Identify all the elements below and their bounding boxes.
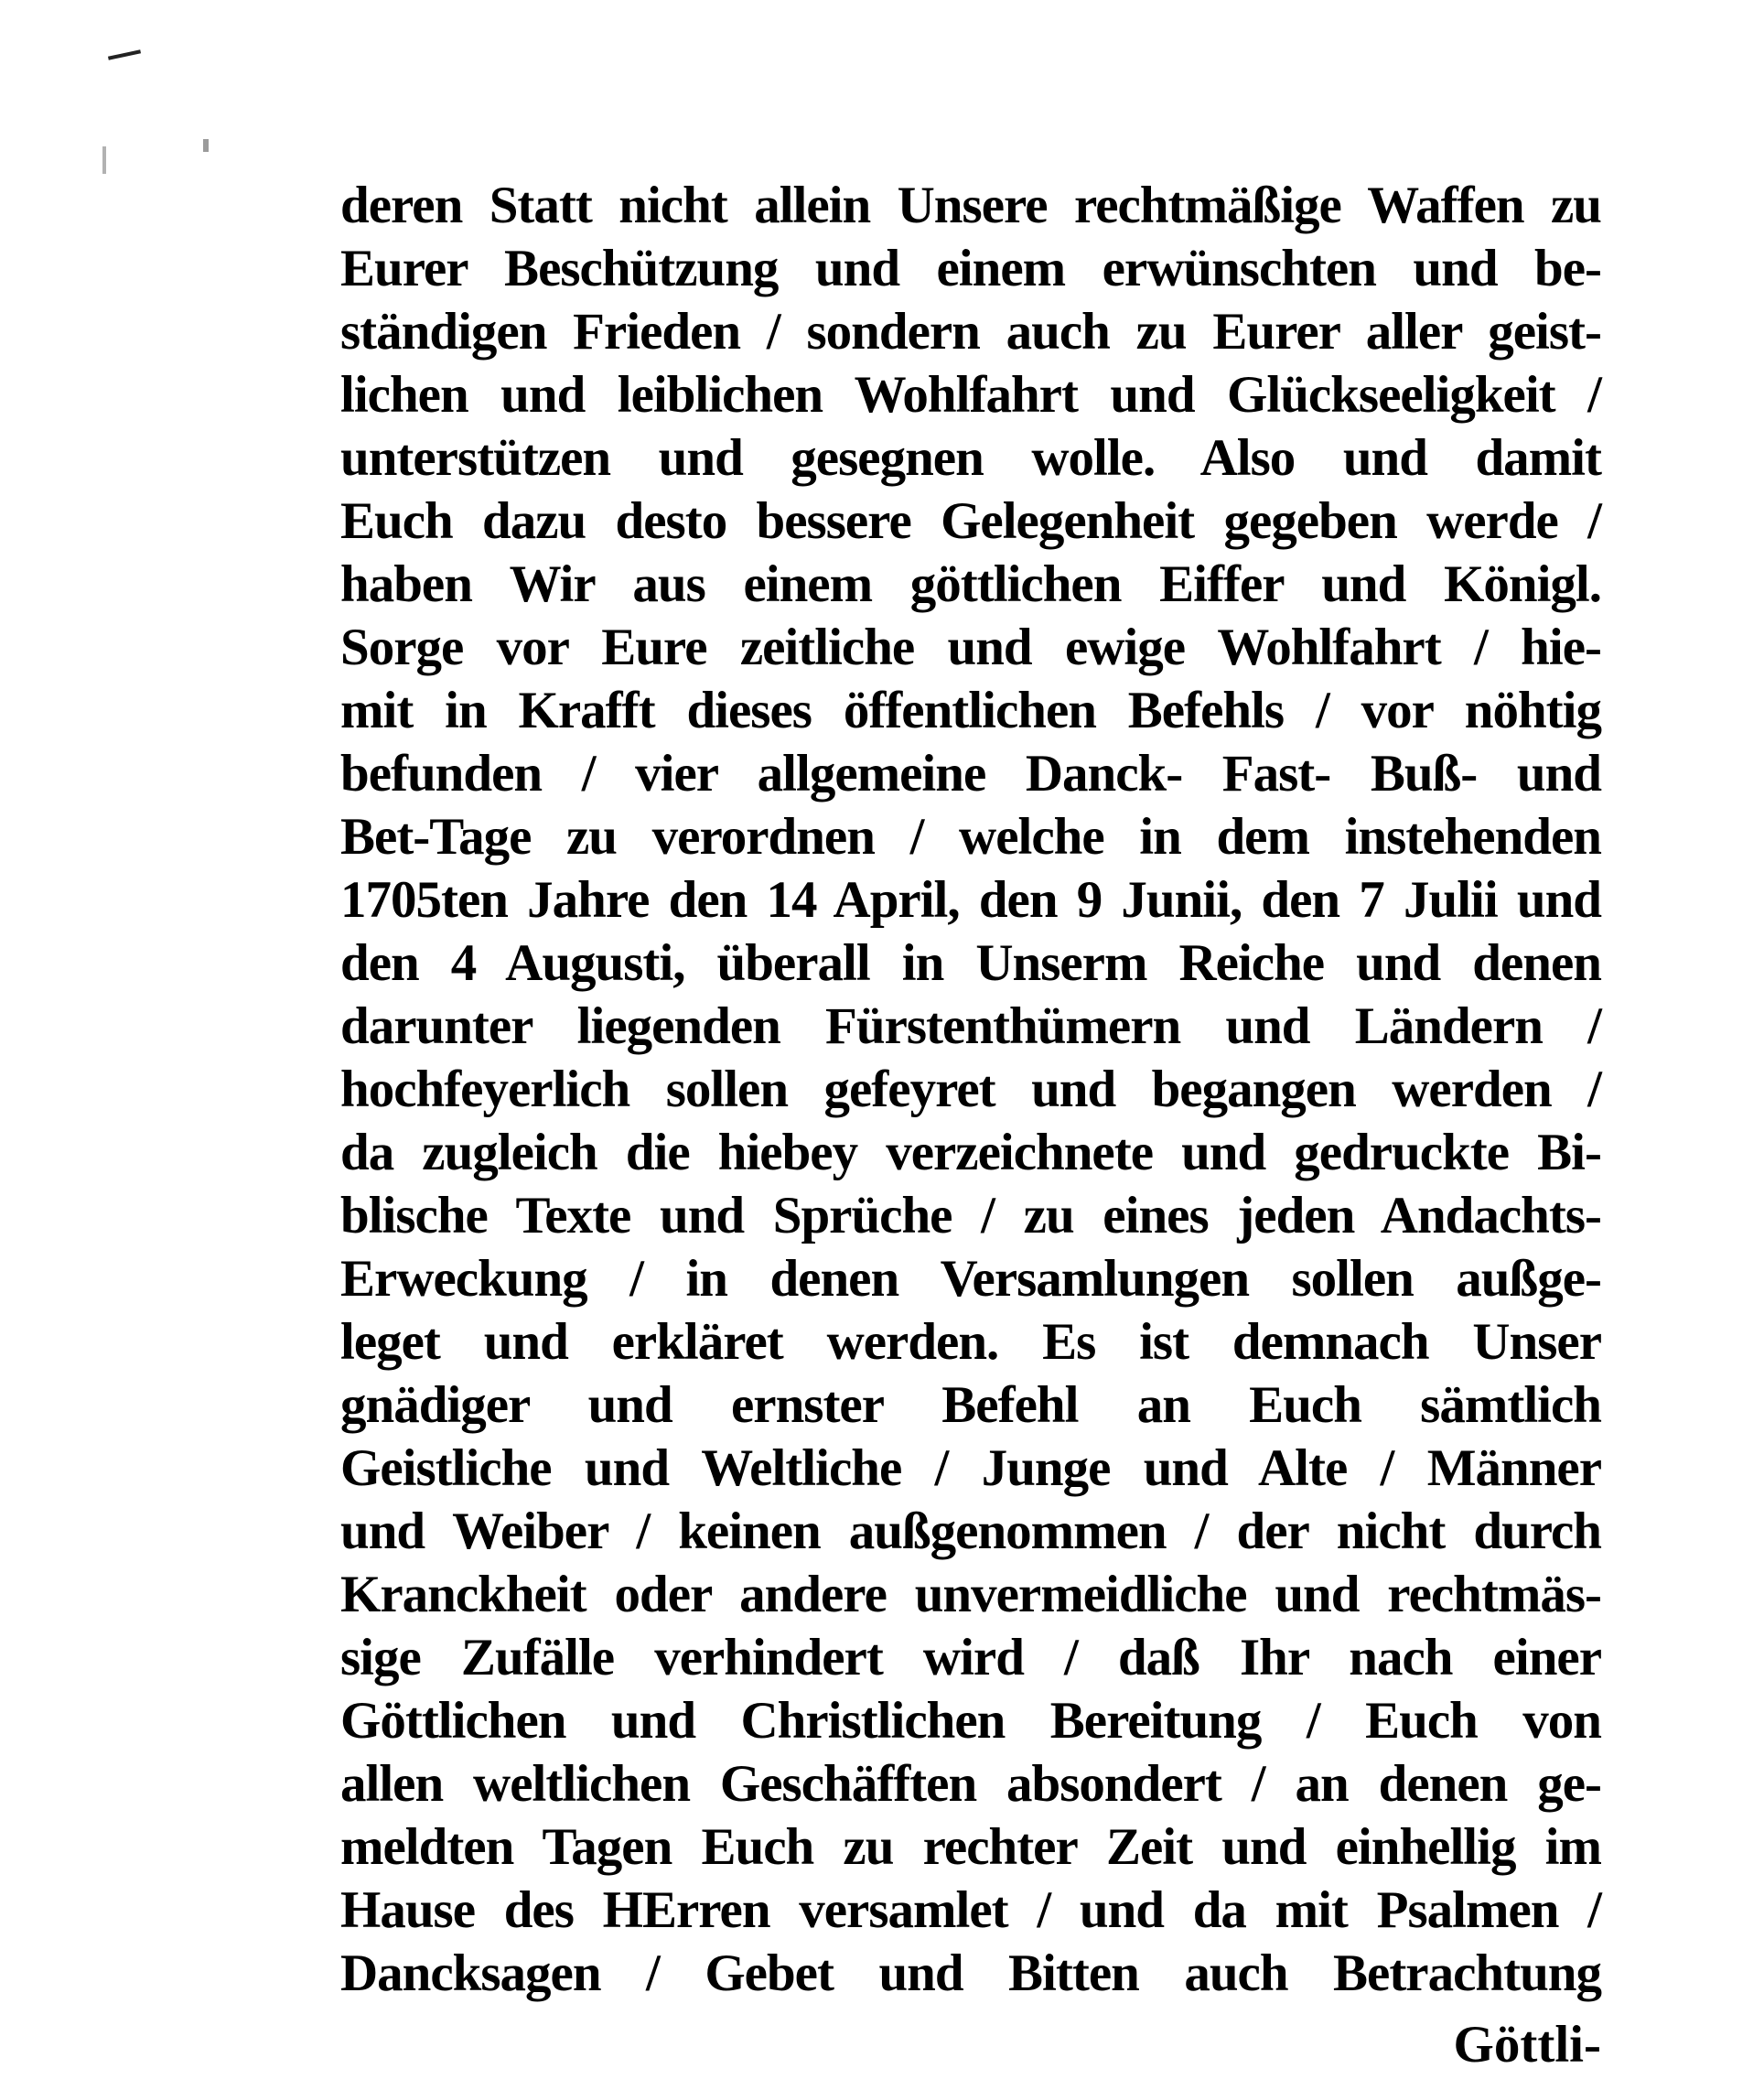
text-line: und Weiber / keinen außgenommen / der nicht durch	[340, 1503, 1601, 1560]
scan-speck	[102, 146, 106, 174]
catchword: Göttli-	[1453, 2016, 1601, 2074]
text-line: Geistliche und Weltliche / Junge und Alte / Männer	[340, 1439, 1601, 1497]
text-line: meldten Tagen Euch zu rechter Zeit und einhellig im	[340, 1818, 1601, 1876]
text-line: mit in Krafft dieses öffentlichen Befehls / vor nöhtig	[340, 682, 1601, 739]
text-line: Kranckheit oder andere unvermeidliche und rechtmäs-	[340, 1566, 1601, 1623]
page-text	[340, 174, 1601, 2005]
text-line: Dancksagen / Gebet und Bitten auch Betrachtung	[340, 1944, 1601, 2002]
text-line: blische Texte und Sprüche / zu eines jeden Andachts-	[340, 1187, 1601, 1244]
text-line: gnädiger und ernster Befehl an Euch sämtlich	[340, 1376, 1601, 1434]
text-line: Göttlichen und Christlichen Bereitung / Euch von	[340, 1692, 1601, 1750]
text-line: 1705ten Jahre den 14 April, den 9 Junii, den 7 Julii und	[340, 871, 1601, 929]
text-line: befunden / vier allgemeine Danck- Fast- Buß- und	[340, 745, 1601, 803]
text-line: Eurer Beschützung und einem erwünschten und be-	[340, 240, 1601, 297]
text-line: da zugleich die hiebey verzeichnete und gedruckte Bi-	[340, 1124, 1601, 1181]
text-line: leget und erkläret werden. Es ist demnach Unser	[340, 1313, 1601, 1371]
text-line: deren Statt nicht allein Unsere rechtmäßige Waffen zu	[340, 177, 1601, 234]
text-line: ständigen Frieden / sondern auch zu Eurer aller geist-	[340, 303, 1601, 361]
text-line: lichen und leiblichen Wohlfahrt und Glückseeligkeit /	[340, 366, 1601, 424]
text-line: Hause des HErren versamlet / und da mit Psalmen /	[340, 1881, 1601, 1939]
text-line: hochfeyerlich sollen gefeyret und begangen werden /	[340, 1061, 1601, 1118]
text-line: sige Zufälle verhindert wird / daß Ihr nach einer	[340, 1629, 1601, 1686]
text-line: den 4 Augusti, überall in Unserm Reiche und denen	[340, 934, 1601, 992]
text-line: Bet-Tage zu verordnen / welche in dem instehenden	[340, 808, 1601, 866]
text-line: Erweckung / in denen Versamlungen sollen außge-	[340, 1250, 1601, 1308]
text-line: Euch dazu desto bessere Gelegenheit gegeben werde /	[340, 492, 1601, 550]
text-line: darunter liegenden Fürstenthümern und Ländern /	[340, 997, 1601, 1055]
text-line: haben Wir aus einem göttlichen Eiffer und Königl.	[340, 555, 1601, 613]
text-line: unterstützen und gesegnen wolle. Also und damit	[340, 429, 1601, 487]
text-line: allen weltlichen Geschäfften absondert / an denen ge-	[340, 1755, 1601, 1813]
scan-speck	[108, 49, 141, 59]
scan-speck	[203, 139, 209, 152]
text-line: Sorge vor Eure zeitliche und ewige Wohlfahrt / hie-	[340, 619, 1601, 676]
